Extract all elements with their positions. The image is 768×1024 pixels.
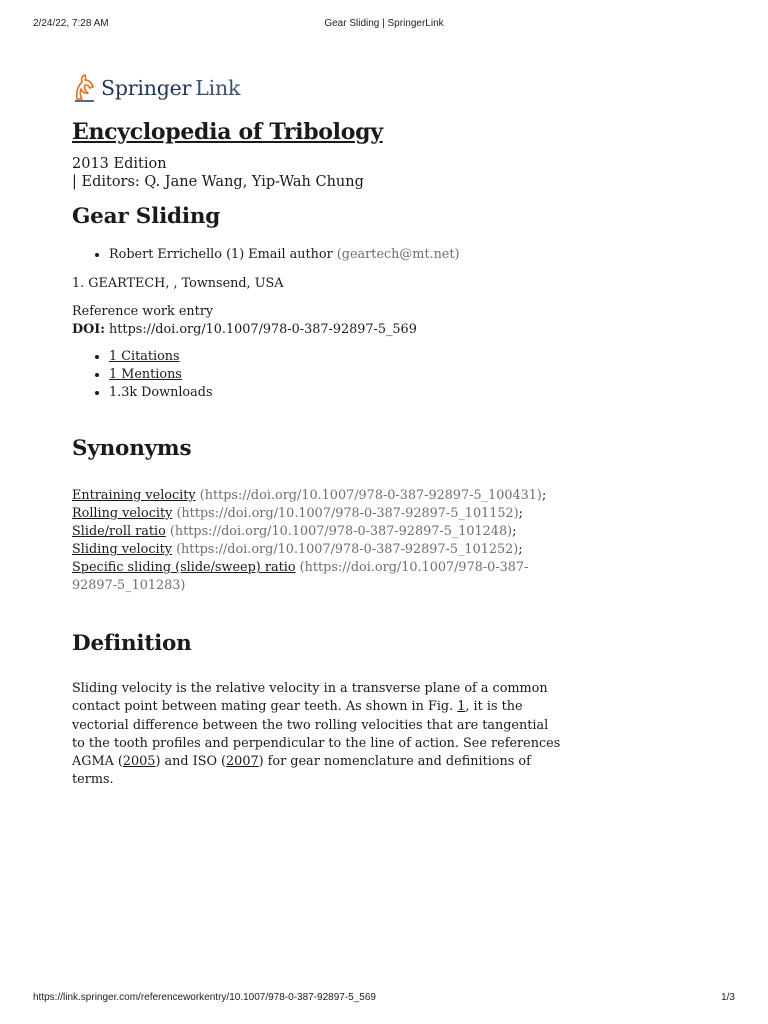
- synonym-link[interactable]: Slide/roll ratio: [72, 524, 166, 539]
- definition-paragraph: Sliding velocity is the relative velocity in a transverse plane of a common contact point between mating gear teeth. As shown in Fig. 1, it is the vectorial difference between the two rolling velocities that are tangential to the tooth profiles and perpendicular to the line of action. See references AGMA (2005) and ISO (2007) for gear nomenclature and definitions of terms.: [72, 681, 561, 788]
- print-page-number: 1/3: [721, 992, 735, 1003]
- synonym-link[interactable]: Specific sliding (slide/sweep) ratio: [72, 560, 296, 575]
- logo-suffix: Link: [195, 76, 241, 100]
- author-email: (geartech@mt.net): [336, 247, 460, 262]
- springer-link-logo[interactable]: [72, 70, 562, 106]
- entry-type: Reference work entry: [72, 304, 214, 319]
- synonym-link[interactable]: Sliding velocity: [72, 542, 172, 557]
- figure-ref-link[interactable]: 1: [457, 699, 466, 715]
- book-title[interactable]: Encyclopedia of Tribology: [72, 119, 383, 145]
- author-name: Robert Errichello: [109, 247, 222, 262]
- logo-brand: Springer Link: [101, 76, 241, 100]
- citations-link[interactable]: 1 Citations: [109, 349, 180, 364]
- synonyms-heading: Synonyms: [72, 436, 192, 461]
- synonym-url: (https://doi.org/10.1007/978-0-387-92897-5_101252): [176, 542, 519, 557]
- book-edition-block: [72, 155, 562, 191]
- reference-info: [72, 303, 562, 339]
- metric-citations: [109, 348, 562, 366]
- iso-ref-link[interactable]: 2007: [226, 754, 259, 770]
- doi-line: [72, 321, 562, 339]
- print-datetime: 2/24/22, 7:28 AM: [33, 18, 109, 29]
- mentions-link[interactable]: 1 Mentions: [109, 367, 182, 382]
- synonym-url: (https://doi.org/10.1007/978-0-387-92897-5_101248): [169, 524, 513, 539]
- synonym-url: (https://doi.org/10.1007/978-0-387-92897-5_100431): [199, 488, 542, 503]
- book-editors: | Editors: Q. Jane Wang, Yip-Wah Chung: [72, 174, 364, 190]
- entry-title: Gear Sliding: [72, 204, 221, 229]
- metric-mentions: [109, 366, 562, 384]
- doi-value: https://doi.org/10.1007/978-0-387-92897-5_569: [109, 322, 417, 337]
- article-content: [72, 70, 562, 790]
- synonyms-list: Entraining velocity (https://doi.org/10.1007/978-0-387-92897-5_100431); Rolling velocity (https://doi.org/10.1007/978-0-387-92897-5_101152); Slide/roll ratio (https://doi.org/10.1007/978-0-387-92897-5_101248); Sliding velocity (https://doi.org/10.1007/978-0-387-92897-5_101252); Specific sliding (slide/sweep) ratio (https://doi.org/10.1007/978-0-387-92897-5_101283): [72, 488, 547, 593]
- synonym-url: (https://doi.org/10.1007/978-0-387-92897-5_101152): [176, 506, 519, 521]
- synonym-link[interactable]: Entraining velocity: [72, 488, 196, 503]
- print-page-title: Gear Sliding | SpringerLink: [324, 18, 444, 29]
- doi-label: DOI:: [72, 322, 105, 337]
- book-edition: 2013 Edition: [72, 156, 167, 172]
- synonym-url: (https://doi.org/10.1007/978-0-387-92897-5_101283): [72, 560, 529, 593]
- affiliation: 1. GEARTECH, , Townsend, USA: [72, 276, 284, 291]
- email-author-link[interactable]: Email author: [248, 247, 333, 262]
- springer-horse-icon: [72, 72, 98, 104]
- metric-downloads: • 1.3k Downloads: [109, 384, 562, 402]
- author-affiliation-ref: (1): [226, 247, 245, 262]
- synonym-link[interactable]: Rolling velocity: [72, 506, 173, 521]
- print-url: https://link.springer.com/referenceworkentry/10.1007/978-0-387-92897-5_569: [33, 992, 376, 1003]
- author-list: [72, 246, 562, 264]
- author-item: [109, 246, 562, 264]
- metrics-list: [72, 348, 562, 402]
- definition-heading: Definition: [72, 631, 192, 656]
- agma-ref-link[interactable]: 2005: [122, 754, 156, 770]
